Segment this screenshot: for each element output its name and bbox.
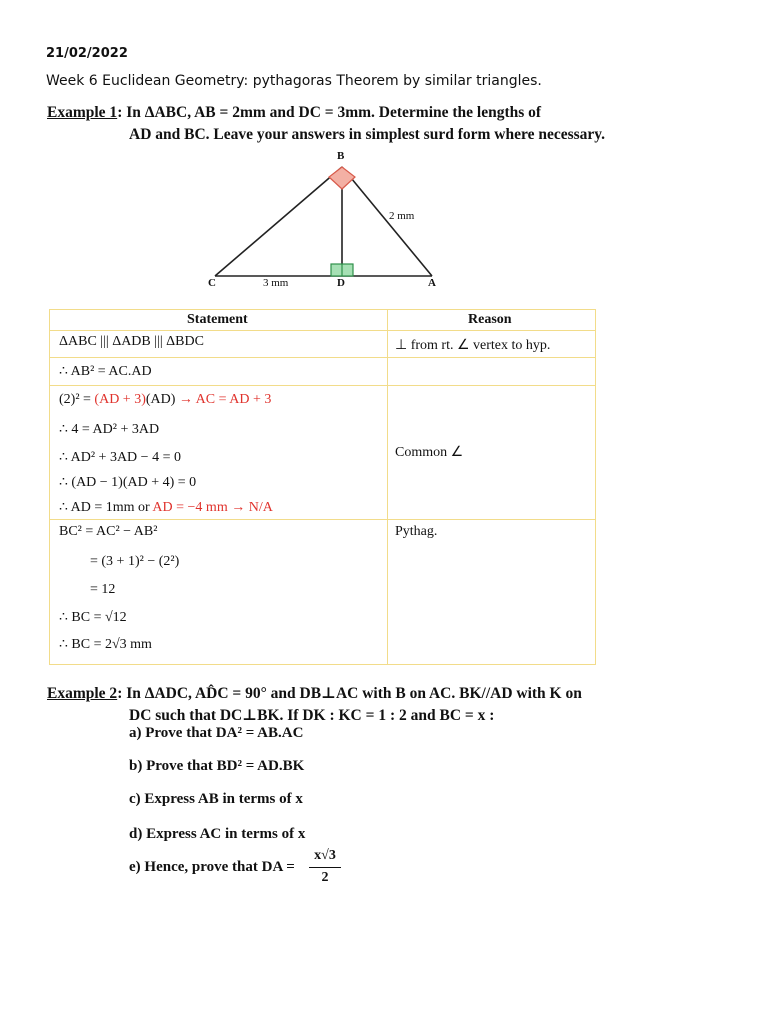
row4-line4: ∴ BC = √12 (59, 610, 127, 625)
example2-part-b: b) Prove that BD² = AD.BK (129, 758, 305, 774)
example1-heading (47, 104, 541, 122)
example1-text-line2: AD and BC. Leave your answers in simplest surd form where necessary. (129, 126, 606, 143)
row4-line3: = 12 (90, 582, 116, 597)
table-header-reason: Reason (468, 312, 512, 327)
table-row-divider (50, 385, 595, 386)
row1-reason: ⊥ from rt. ∠ vertex to hyp. (395, 338, 551, 353)
example2-text-line2: DC such that DC⊥BK. If DK : KC = 1 : 2 and BC = x : (129, 707, 495, 724)
row4-reason: Pythag. (395, 524, 438, 539)
right-angle-marker-b (329, 167, 355, 189)
table-row-divider (50, 330, 595, 331)
proof-table (49, 309, 596, 665)
row2-statement: ∴ AB² = AC.AD (59, 364, 152, 379)
fraction-numerator: x√3 (314, 848, 336, 863)
row4-line2: = (3 + 1)² − (2²) (90, 554, 180, 569)
example2-text-line1: : In ΔADC, AD̂C = 90° and DB⊥AC with B on AC. BK//AD with K on (117, 685, 582, 702)
vertex-c-label: C (208, 277, 216, 289)
row3-reason: Common ∠ (395, 445, 464, 460)
fraction-denominator: 2 (321, 870, 329, 885)
example2-part-e: e) Hence, prove that DA = (129, 859, 295, 875)
row3-line2: ∴ 4 = AD² + 3AD (59, 422, 160, 437)
example2-part-a: a) Prove that DA² = AB.AC (129, 725, 304, 741)
row3-line4: ∴ (AD − 1)(AD + 4) = 0 (59, 475, 197, 490)
row1-statement: ΔABC ||| ΔADB ||| ΔBDC (59, 334, 204, 349)
vertex-b-label: B (337, 150, 345, 162)
example1-text-line1: : In ΔABC, AB = 2mm and DC = 3mm. Determine the lengths of (117, 104, 542, 121)
subtitle: Week 6 Euclidean Geometry: pythagoras Theorem by similar triangles. (46, 73, 542, 89)
row3-line3: ∴ AD² + 3AD − 4 = 0 (59, 450, 181, 465)
vertex-a-label: A (428, 277, 436, 289)
row3-line1: (2)² = (AD + 3)(AD) → AC = AD + 3 (59, 392, 272, 407)
date: 21/02/2022 (46, 46, 128, 61)
side-ab-label: 2 mm (389, 210, 415, 222)
table-header-statement: Statement (187, 312, 248, 327)
example1-label: Example 1 (47, 104, 118, 121)
row4-line5: ∴ BC = 2√3 mm (59, 637, 152, 652)
example1-triangle-figure (195, 145, 455, 295)
example2-part-c: c) Express AB in terms of x (129, 791, 303, 807)
table-column-divider (387, 310, 388, 664)
vertex-d-label: D (337, 277, 345, 289)
fraction-bar (309, 867, 341, 868)
example2-part-d: d) Express AC in terms of x (129, 826, 306, 842)
row4-line1: BC² = AC² − AB² (59, 524, 158, 539)
example2-heading (47, 683, 582, 703)
table-row-divider (50, 519, 595, 520)
example2-label: Example 2 (47, 685, 118, 702)
side-dc-label: 3 mm (263, 277, 289, 289)
row3-line5: ∴ AD = 1mm or AD = −4 mm → N/A (59, 500, 273, 515)
table-row-divider (50, 357, 595, 358)
